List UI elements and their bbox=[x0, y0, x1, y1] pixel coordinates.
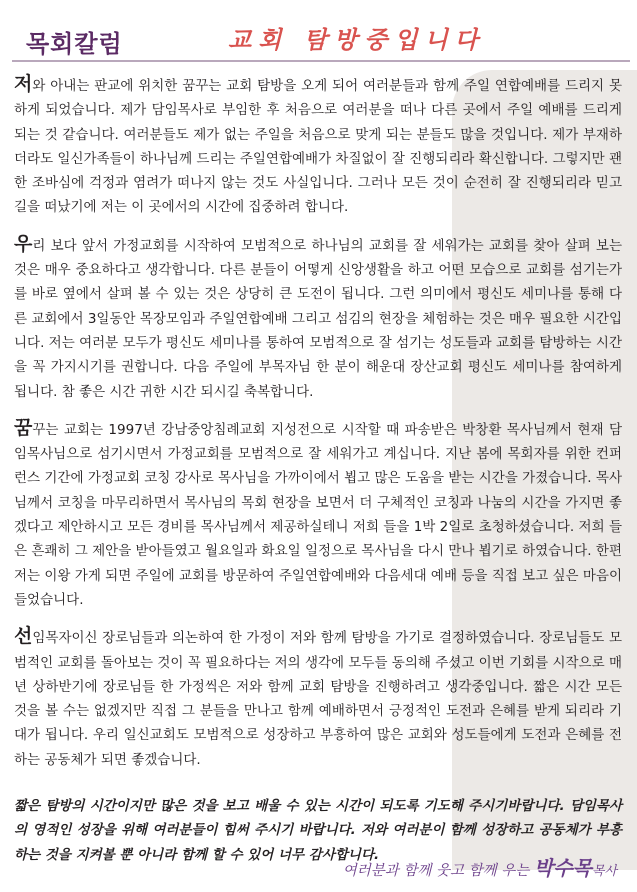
paragraph-initial: 우 bbox=[14, 232, 33, 255]
signature-name: 박수목 bbox=[533, 856, 592, 880]
paragraph-text: 임목자이신 장로님들과 의논하여 한 가정이 저와 함께 탐방을 가기로 결정하였습니다. 장로님들도 모범적인 교회를 돌아보는 것이 꼭 필요하다는 저의 생각에 모두들 동의해 주셨고 이번 기회를 시작으로 매년 상하반기에 장로님들 한 가정씩은 저와 함께 교회 탐방을 진행하려고 생각중입니다. 짧은 시간 모든 것을 볼 수는 없겠지만 직접 그 분들을 만나고 함께 예배하면서 긍정적인 도전과 은혜를 받게 되리라 기대가 됩니다. 우리 일신교회도 모범적으로 성장하고 부흥하여 많은 교회와 성도들에게 도전과 은혜를 전하는 공동체가 되면 좋겠습니다. bbox=[14, 630, 622, 768]
header-divider bbox=[12, 60, 630, 62]
paragraph-text: 꾸는 교회는 1997년 강남중앙침례교회 지성전으로 시작할 때 파송받은 박창환 목사님께서 현재 담임목사님으로 섬기시면서 가정교회를 모범적으로 잘 세워가고 계십니다. 지난 봄에 목회자를 위한 컨퍼런스 기간에 가정교회 코칭 강사로 목사님을 가까이에서 뵙고 많은 도움을 받는 시간을 가졌습니다. 목사님께서 코칭을 마무리하면서 목사님의 목회 현장을 보면서 더 구체적인 코칭과 나눔의 시간을 가지면 좋겠다고 제안하시고 모든 경비를 목사님께서 제공하실테니 저희 들을 1박 2일로 초청하셨습니다. 저희 들은 흔쾌히 그 제안을 받아들였고 월요일과 화요일 일정으로 목사님을 다시 만나 뵙기로 하였습니다. 한편 저는 이왕 가게 되면 주일에 교회를 방문하여 주일연합예배와 다음세대 예배 등을 직접 보고 싶은 마음이 들었습니다. bbox=[14, 421, 622, 608]
paragraph-initial: 꿈 bbox=[14, 416, 33, 439]
paragraph-initial: 저 bbox=[14, 73, 33, 95]
paragraph-2 bbox=[14, 232, 622, 404]
paragraph-4 bbox=[14, 624, 622, 772]
paragraph-text: 와 아내는 판교에 위치한 꿈꾸는 교회 탐방을 오게 되어 여러분들과 함께 주일 연합예배를 드리지 못하게 되었습니다. 제가 담임목사로 부임한 후 처음으로 여러분을 떠나 다른 곳에서 주일 예배를 드리게 되는 것 같습니다. 여러분들도 제가 없는 주일을 처음으로 맞게 되는 분들도 많을 것입니다. 제가 부재하더라도 일신가족들이 하나님께 드리는 주일연합예배가 차질없이 잘 진행되리라 확신합니다. 그렇지만 괜한 조바심에 걱정과 염려가 떠나지 않는 것도 사실입니다. 그러나 모든 것이 순전히 잘 진행되리라 믿고 길을 떠났기에 저는 이 곳에서의 시간에 집중하려 합니다. bbox=[14, 78, 622, 216]
header bbox=[0, 0, 637, 66]
signature-prefix: 여러분과 함께 웃고 함께 우는 bbox=[342, 863, 534, 879]
paragraph-text: 리 보다 앞서 가정교회를 시작하여 모범적으로 하나님의 교회를 잘 세워가는 교회를 찾아 살펴 보는 것은 매우 중요하다고 생각합니다. 다른 분들이 어떻게 신앙생활을 하고 어떤 모습으로 교회를 섬기는가를 바로 옆에서 살펴 볼 수 있는 것은 상당히 큰 도전이 됩니다. 그런 의미에서 평신도 세미나를 통해 다른 교회에서 3일동안 목장모임과 주일연합예배 그리고 섬김의 현장을 체험하는 것은 매우 필요한 시간입니다. 저는 여러분 모두가 평신도 세미나를 통하여 모범적으로 잘 섬기는 성도들과 교회를 탐방하는 시간을 꼭 가지시기를 권합니다. 다음 주일에 부목자님 한 분이 해운대 장산교회 평신도 세미나를 참여하게 됩니다. 참 좋은 시간 귀한 시간 되시길 축복합니다. bbox=[14, 237, 622, 400]
paragraph-3 bbox=[14, 416, 622, 612]
signature-title: 목사 bbox=[591, 864, 617, 879]
closing-paragraph: 짧은 탐방의 시간이지만 많은 것을 보고 배울 수 있는 시간이 되도록 기도해 주시기바랍니다. 담임목사의 영적인 성장을 위해 여러분들이 힘써 주시기 바랍니다. 저와 여러분이 함께 성장하고 공동체가 부흥하는 것을 지켜볼 뿐 아니라 함께 할 수 있어 너무 감사합니다. bbox=[14, 798, 622, 863]
article-body bbox=[14, 72, 622, 880]
article-subtitle: 교회 탐방중입니다 bbox=[228, 26, 485, 54]
paragraph-1 bbox=[14, 72, 622, 220]
signature bbox=[343, 852, 617, 881]
paragraph-initial: 선 bbox=[14, 625, 33, 648]
column-title: 목회칼럼 bbox=[26, 30, 123, 58]
